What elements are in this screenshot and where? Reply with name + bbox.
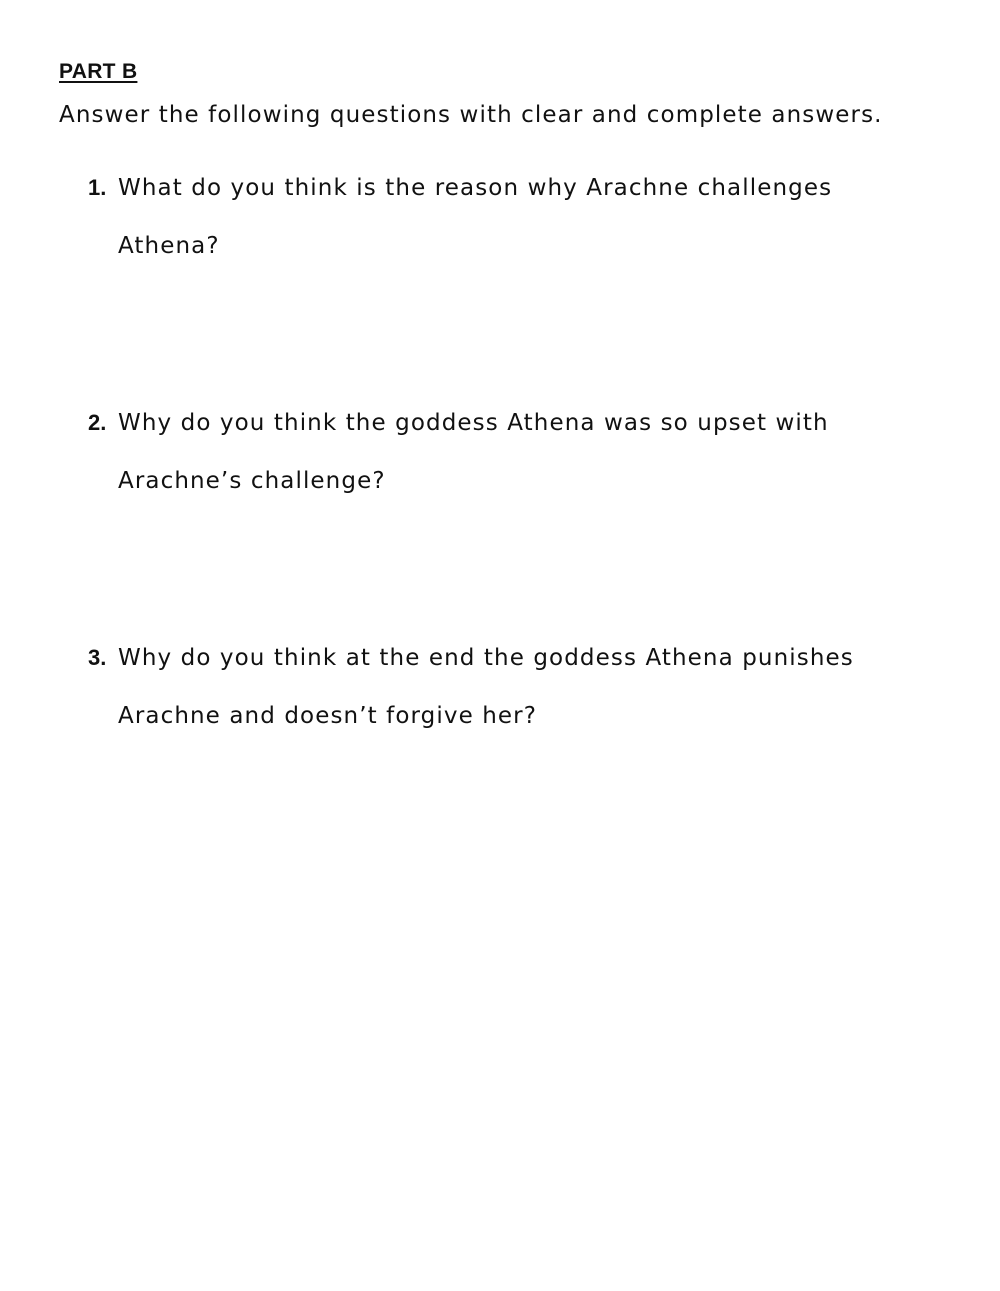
question-1-line-1 <box>88 173 908 231</box>
question-2-text-line-1: Why do you think the goddess Athena was so upset with <box>118 410 829 436</box>
question-3-line-1 <box>88 643 908 701</box>
question-1-text-line-2: Athena? <box>118 233 220 259</box>
question-2-number: 2. <box>88 410 107 435</box>
question-2 <box>88 408 908 524</box>
question-3 <box>88 643 908 759</box>
question-1-text-line-1: What do you think is the reason why Arachne challenges <box>118 175 833 201</box>
part-title: PART B <box>59 60 138 83</box>
instructions-text: Answer the following questions with clear and complete answers. <box>59 102 883 128</box>
question-1-number: 1. <box>88 175 107 200</box>
question-3-number: 3. <box>88 645 107 670</box>
question-2-line-1 <box>88 408 908 466</box>
question-2-text-line-2: Arachne’s challenge? <box>118 468 386 494</box>
question-1 <box>88 173 908 289</box>
question-3-text-line-1: Why do you think at the end the goddess Athena punishes <box>118 645 854 671</box>
question-3-text-line-2: Arachne and doesn’t forgive her? <box>118 703 538 729</box>
